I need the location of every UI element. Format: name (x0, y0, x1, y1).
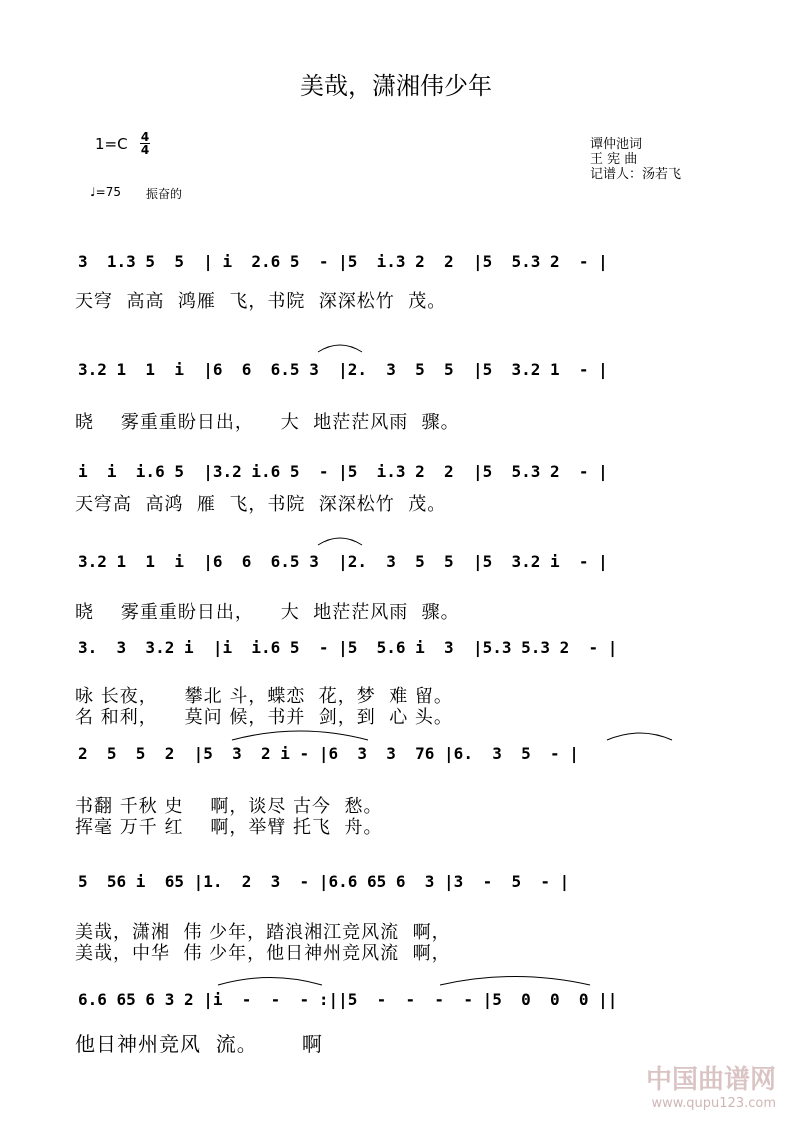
lyric-row-7b: 美哉，中华 伟 少年，他日神州竞风流 啊， (75, 943, 451, 964)
watermark-url: www.qupu123.com (651, 1096, 776, 1111)
slur-mark (318, 538, 362, 545)
music-row-2: 3.2 1 1 i |6 6 6.5 3 |2. 3 5 5 |5 3.2 1 - | (78, 360, 608, 379)
tempo-marking: ♩=75 (90, 185, 121, 199)
music-row-6: 2 5 5 2 |5 3 2 i - |6 3 3 76 |6. 3 5 - | (78, 744, 579, 763)
music-row-5: 3. 3 3.2 i |i i.6 5 - |5 5.6 i 3 |5.3 5.3 2 - | (78, 638, 618, 657)
music-row-8: 6.6 65 6 3 2 |i - - - :||5 - - - - |5 0 0 0 || (78, 990, 618, 1009)
lyric-row-1: 天穹 高高 鸿雁 飞，书院 深深松竹 茂。 (75, 291, 447, 312)
lyric-row-5b: 名 和利， 莫问 候，书并 剑，到 心 头。 (75, 707, 453, 728)
lyric-row-4: 晓 雾重重盼日出， 大 地茫茫风雨 骤。 (75, 602, 460, 623)
watermark-logo-text: 中国曲谱网 (645, 1065, 776, 1095)
music-row-1: 3 1.3 5 5 | i 2.6 5 - |5 i.3 2 2 |5 5.3 2 - | (78, 252, 608, 271)
slur-mark (607, 733, 672, 740)
music-row-4: 3.2 1 1 i |6 6 6.5 3 |2. 3 5 5 |5 3.2 i - | (78, 552, 608, 571)
slur-mark (218, 978, 322, 986)
lyric-row-2: 晓 雾重重盼日出， 大 地茫茫风雨 骤。 (75, 412, 460, 433)
composer: 王 宪 曲 (590, 152, 638, 167)
lyric-row-6b: 挥毫 万千 红 啊，举臂 托飞 舟。 (75, 817, 383, 838)
key-signature: 1=C (95, 135, 128, 153)
watermark (646, 1059, 776, 1111)
slur-mark (232, 731, 368, 740)
expression-marking: 振奋的 (146, 187, 183, 201)
lyricist: 谭仲池词 (590, 137, 643, 152)
lyric-row-6a: 书翻 千秋 史 啊，谈尽 古今 愁。 (75, 796, 383, 817)
slur-mark (318, 345, 362, 352)
time-sig-top: 4 (140, 130, 150, 144)
music-row-3: i i i.6 5 |3.2 i.6 5 - |5 i.3 2 2 |5 5.3 2 - | (78, 462, 608, 481)
lyric-row-7a: 美哉，潇湘 伟 少年，踏浪湘江竞风流 啊， (75, 922, 451, 943)
lyric-row-8: 他日神州竞风 流。 啊 (75, 1032, 323, 1056)
transcriber: 记谱人：汤若飞 (590, 167, 682, 182)
time-sig-bottom: 4 (140, 143, 150, 157)
slur-mark (440, 977, 590, 986)
lyric-row-3: 天穹高 高鸿 雁 飞，书院 深深松竹 茂。 (75, 494, 447, 515)
music-row-7: 5 56 i 65 |1. 2 3 - |6.6 65 6 3 |3 - 5 - | (78, 872, 570, 891)
page-title: 美哉，潇湘伟少年 (300, 72, 492, 100)
lyric-row-5a: 咏 长夜， 攀北 斗，蝶恋 花，梦 难 留。 (75, 686, 453, 707)
